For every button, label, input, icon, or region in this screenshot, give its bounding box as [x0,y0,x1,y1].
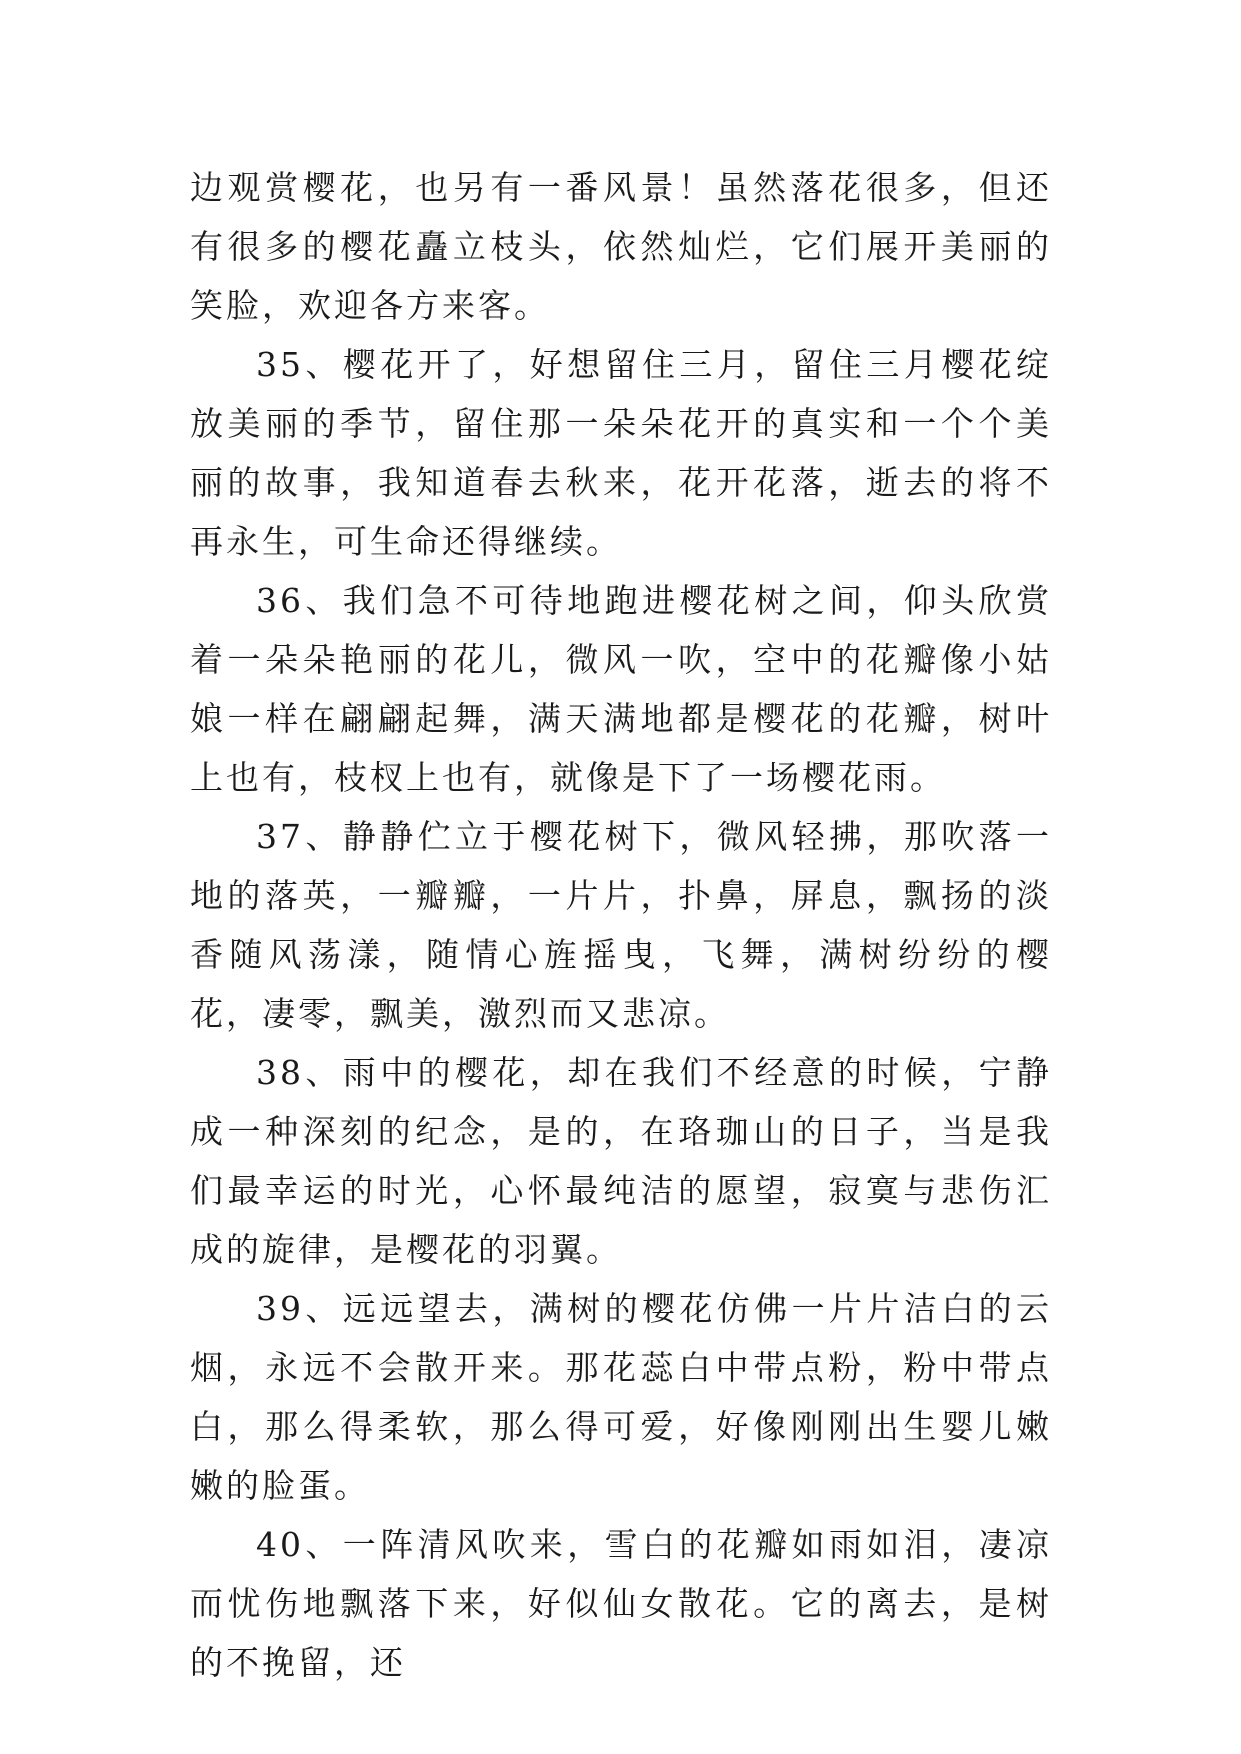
paragraph-40: 40、一阵清风吹来，雪白的花瓣如雨如泪，凄凉而忧伤地飘落下来，好似仙女散花。它的离去，是树的不挽留，还 [190,1525,1052,1682]
paragraph-continuation: 边观赏樱花，也另有一番风景！虽然落花很多，但还有很多的樱花矗立枝头，依然灿烂，它们展开美丽的笑脸，欢迎各方来客。 [190,168,1052,325]
paragraph-37: 37、静静伫立于樱花树下，微风轻拂，那吹落一地的落英，一瓣瓣，一片片，扑鼻，屏息，飘扬的淡香随风荡漾，随情心旌摇曳，飞舞，满树纷纷的樱花，凄零，飘美，激烈而又悲凉。 [190,817,1052,1033]
document-body [190,158,1052,1692]
paragraph-36: 36、我们急不可待地跑进樱花树之间，仰头欣赏着一朵朵艳丽的花儿，微风一吹，空中的花瓣像小姑娘一样在翩翩起舞，满天满地都是樱花的花瓣，树叶上也有，枝杈上也有，就像是下了一场樱花雨。 [190,581,1052,797]
paragraph-38: 38、雨中的樱花，却在我们不经意的时候，宁静成一种深刻的纪念，是的，在珞珈山的日子，当是我们最幸运的时光，心怀最纯洁的愿望，寂寞与悲伤汇成的旋律，是樱花的羽翼。 [190,1053,1052,1269]
paragraph-35: 35、樱花开了，好想留住三月，留住三月樱花绽放美丽的季节，留住那一朵朵花开的真实和一个个美丽的故事，我知道春去秋来，花开花落，逝去的将不再永生，可生命还得继续。 [190,345,1052,561]
paragraph-39: 39、远远望去，满树的樱花仿佛一片片洁白的云烟，永远不会散开来。那花蕊白中带点粉，粉中带点白，那么得柔软，那么得可爱，好像刚刚出生婴儿嫩嫩的脸蛋。 [190,1289,1052,1505]
